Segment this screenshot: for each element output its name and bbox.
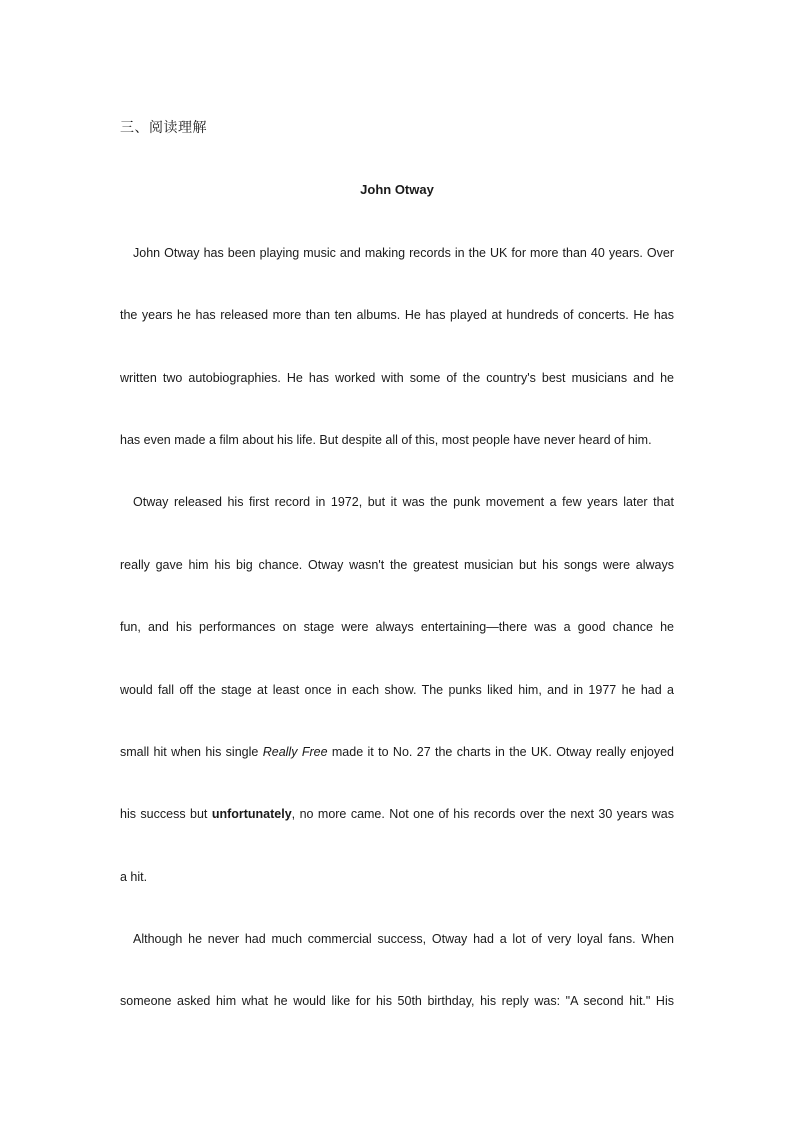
paragraph-2-line-4: would fall off the stage at least once in each show. The punks liked him, and in 1977 he had a: [120, 683, 674, 697]
section-heading: 三、阅读理解: [120, 120, 207, 136]
paragraph-2-line-2: really gave him his big chance. Otway wasn't the greatest musician but his songs were always: [120, 558, 674, 572]
highlighted-word: unfortunately: [211, 807, 292, 821]
paragraph-2-line-5: [120, 743, 674, 761]
line-text: made it to No. 27 the charts in the UK. Otway really enjoyed: [327, 745, 674, 759]
paragraph-2-line-7: a hit.: [120, 870, 148, 884]
paragraph-1-line-2: the years he has released more than ten albums. He has played at hundreds of concerts. He has: [120, 308, 674, 322]
line-text: his success but: [120, 807, 212, 821]
line-text: small hit when his single: [120, 745, 263, 759]
paragraph-1-line-3: written two autobiographies. He has worked with some of the country's best musicians and he: [120, 371, 674, 385]
line-text: , no more came. Not one of his records over the next 30 years was: [291, 807, 674, 821]
paragraph-1-line-1: John Otway has been playing music and making records in the UK for more than 40 years. Over: [133, 246, 674, 260]
song-title: Really Free: [262, 745, 328, 759]
paragraph-3-line-2: someone asked him what he would like for his 50th birthday, his reply was: "A second hit." His: [120, 994, 674, 1008]
paragraph-3-line-1: Although he never had much commercial success, Otway had a lot of very loyal fans. When: [133, 932, 674, 946]
paragraph-2-line-3: fun, and his performances on stage were always entertaining—there was a good chance he: [120, 620, 674, 634]
paragraph-2-line-6: [120, 805, 674, 823]
paragraph-2-line-1: Otway released his first record in 1972, but it was the punk movement a few years later that: [133, 495, 674, 509]
article-title: John Otway: [360, 182, 434, 197]
paragraph-1-line-4: has even made a film about his life. But despite all of this, most people have never heard of him.: [120, 433, 652, 447]
